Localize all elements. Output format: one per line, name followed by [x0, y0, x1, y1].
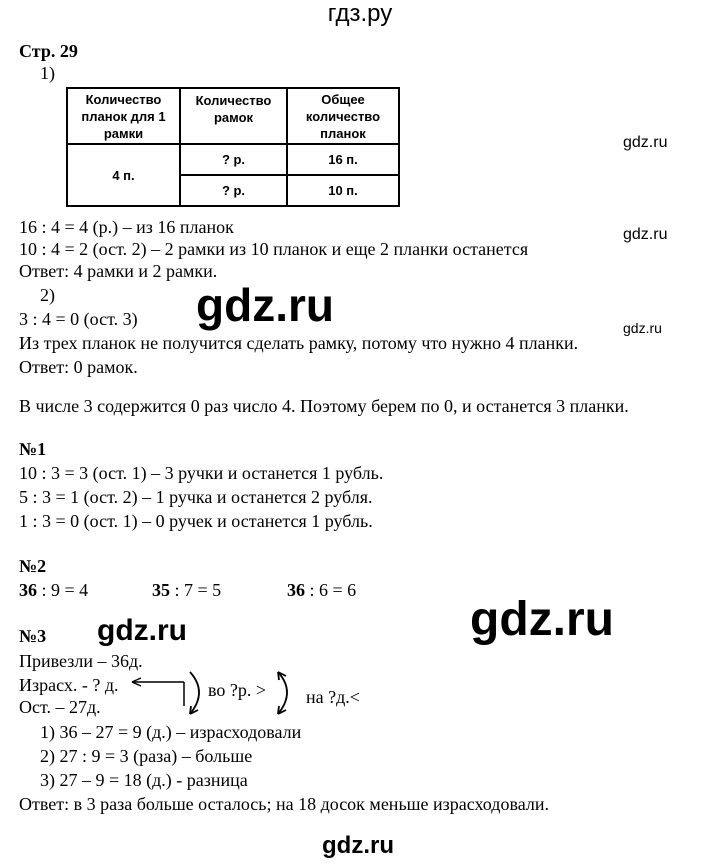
task1-line: 5 : 3 = 1 (ост. 2) – 1 ручка и останется 2 рубля.	[19, 487, 373, 507]
task3-step: 2) 27 : 9 = 3 (раза) – больше	[40, 746, 253, 766]
task3-left: Ост. – 27д.	[19, 697, 101, 717]
table-header: Общее количество планок	[287, 88, 399, 144]
task3-title: №3	[19, 626, 47, 646]
part1-line: 10 : 4 = 2 (ост. 2) – 2 рамки из 10 планок и еще 2 планки останется	[19, 239, 529, 259]
table-cell: 10 п.	[287, 175, 399, 206]
part1-line: 16 : 4 = 4 (р.) – из 16 планок	[19, 217, 234, 237]
task2-item	[152, 579, 221, 601]
watermark: gdz.ru	[623, 320, 662, 336]
table-cell: 4 п.	[67, 144, 180, 206]
part1-answer: Ответ: 4 рамки и 2 рамки.	[19, 261, 218, 281]
table-row	[67, 144, 399, 175]
brace-right-icon	[278, 672, 287, 714]
site-header: гдз.ру	[327, 0, 393, 27]
task1-title: №1	[19, 439, 47, 459]
watermark: gdz.ru	[623, 134, 668, 151]
watermark: gdz.ru	[470, 593, 614, 646]
part2-line: 3 : 4 = 0 (ост. 3)	[19, 309, 138, 329]
brace-right-icon	[190, 672, 199, 714]
arrow-left-icon	[132, 678, 184, 706]
task2-title: №2	[19, 556, 47, 576]
task3-spent: Израсх. - ? д.	[19, 675, 119, 695]
task2-rest: : 6 = 6	[305, 580, 357, 600]
table-header: Количество рамок	[180, 88, 287, 144]
part2-note: В числе 3 содержится 0 раз число 4. Поэтому берем по 0, и останется 3 планки.	[19, 396, 629, 416]
part2-label: 2)	[40, 285, 55, 305]
task3-times-label: во ?р. >	[208, 680, 267, 700]
table-header: Количество планок для 1 рамки	[67, 88, 180, 144]
part2-answer: Ответ: 0 рамок.	[19, 357, 138, 377]
table-row	[67, 88, 399, 144]
watermark: gdz.ru	[623, 226, 668, 243]
table-cell: 16 п.	[287, 144, 399, 175]
task2-rest: : 7 = 5	[170, 580, 222, 600]
task2-item	[19, 579, 88, 601]
task3-diff-label: на ?д.<	[306, 687, 360, 707]
page-label: Стр. 29	[19, 41, 78, 61]
part1-label: 1)	[40, 63, 55, 83]
watermark: gdz.ru	[196, 279, 334, 331]
data-table	[66, 87, 400, 207]
task2-item	[287, 579, 356, 601]
task2-dividend: 36	[19, 580, 37, 600]
table-cell: ? р.	[180, 144, 287, 175]
task2-rest: : 9 = 4	[37, 580, 89, 600]
task1-line: 1 : 3 = 0 (ост. 1) – 0 ручек и останется 1 рубль.	[19, 511, 373, 531]
watermark: gdz.ru	[97, 614, 187, 647]
task3-step: 3) 27 – 9 = 18 (д.) - разница	[40, 770, 248, 790]
task2-dividend: 35	[152, 580, 170, 600]
task3-answer: Ответ: в 3 раза больше осталось; на 18 досок меньше израсходовали.	[19, 794, 549, 814]
part2-line: Из трех планок не получится сделать рамку, потому что нужно 4 планки.	[19, 333, 579, 353]
task2-dividend: 36	[287, 580, 305, 600]
task3-step: 1) 36 – 27 = 9 (д.) – израсходовали	[40, 722, 302, 742]
table-cell: ? р.	[180, 175, 287, 206]
task1-line: 10 : 3 = 3 (ост. 1) – 3 ручки и останется 1 рубль.	[19, 463, 384, 483]
watermark: gdz.ru	[322, 832, 394, 859]
task3-brought: Привезли – 36д.	[19, 651, 143, 671]
